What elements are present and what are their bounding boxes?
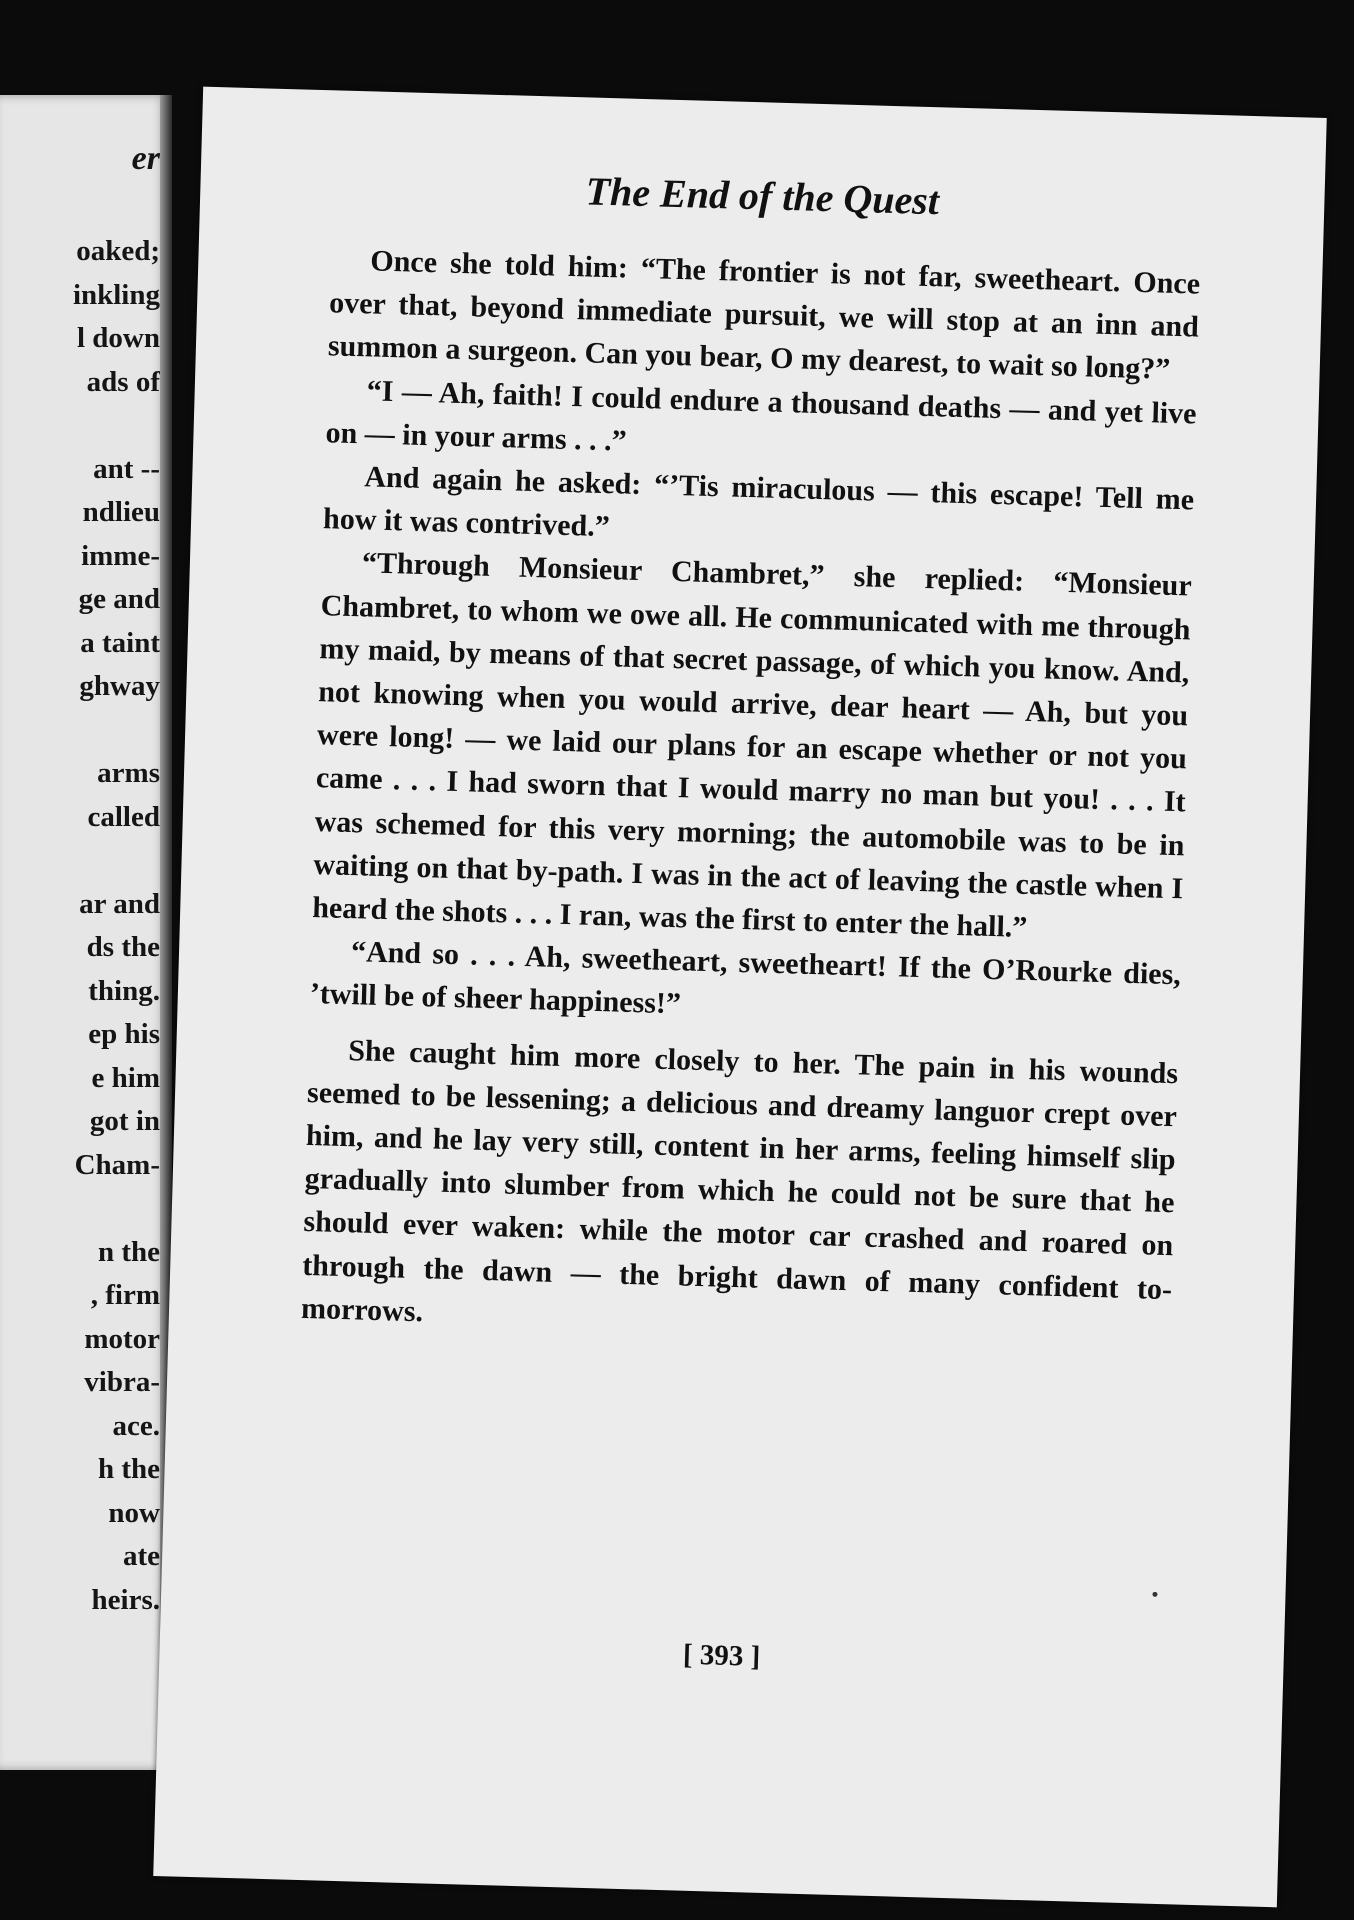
left-page-line: n the bbox=[97, 1235, 160, 1268]
left-page-line: ep his bbox=[88, 1018, 160, 1050]
left-page-line: ace. bbox=[112, 1409, 160, 1442]
running-head: The End of the Quest bbox=[585, 168, 940, 224]
left-page-line: thing. bbox=[88, 974, 160, 1007]
left-page-line: ate bbox=[122, 1540, 160, 1572]
left-page-line: h the bbox=[97, 1453, 160, 1485]
left-page-line: ndlieu bbox=[82, 496, 160, 528]
body-text bbox=[301, 238, 1201, 1354]
paragraph: Once she told him: “The frontier is not far, sweetheart. Once over that, beyond immediate pursuit, we will stop at an inn and summon a surgeon. Can you bear, O my dearest, to wait so long?” bbox=[327, 244, 1201, 387]
print-speck bbox=[1152, 1592, 1157, 1597]
left-page-line: ar and bbox=[79, 887, 160, 920]
page-number: [ 393 ] bbox=[682, 1638, 761, 1673]
left-page-line: ds the bbox=[86, 931, 160, 963]
left-page-line: inkling bbox=[72, 278, 160, 311]
left-page-line: now bbox=[108, 1496, 160, 1529]
left-page-line: ge and bbox=[78, 583, 160, 615]
left-page-line: a taint bbox=[80, 626, 160, 659]
left-page-line: ads of bbox=[86, 365, 160, 398]
left-page-line: Cham- bbox=[74, 1148, 160, 1181]
paragraph: “I — Ah, faith! I could endure a thousand deaths — and yet live on — in your arms . . .” bbox=[325, 373, 1197, 458]
right-page bbox=[153, 87, 1327, 1908]
left-page-line: vibra- bbox=[84, 1366, 160, 1398]
left-page-header-fragment: er bbox=[131, 140, 160, 177]
paragraph: “And so . . . Ah, sweetheart, sweetheart! If the O’Rourke dies, ’twill be of sheer happiness!” bbox=[309, 935, 1182, 1021]
left-page-line: ant -- bbox=[93, 452, 160, 485]
left-facing-page bbox=[0, 95, 168, 1770]
left-page-line: , firm bbox=[90, 1279, 160, 1311]
left-page-line: ghway bbox=[79, 670, 160, 702]
paragraph: She caught him more closely to her. The pain in his wounds seemed to be lessening; a delicious and dreamy languor crept over him, and he lay very still, content in her arms, feeling himself slip gradually into slumber from which he could not be sure that he should ever waken: while the motor car crashed and roared on through the dawn — the bright dawn of many confident to-morrows. bbox=[300, 1033, 1179, 1329]
left-page-line: called bbox=[87, 800, 160, 833]
left-page-line: oaked; bbox=[76, 235, 160, 267]
left-page-line: got in bbox=[89, 1105, 160, 1137]
paragraph: And again he asked: “’Tis miraculous — this escape! Tell me how it was contrived.” bbox=[322, 460, 1195, 544]
paragraph: “Through Monsieur Chambret,” she replied: “Monsieur Chambret, to whom we owe all. He communicated with me through my maid, by means of that secret passage, of which you know. And, not knowing when you would arrive, dear heart — Ah, but you were long! — we laid our plans for an escape whether or not you came . . . I had sworn that I would marry no man but you! . . . It was schemed for this very morning; the automobile was to be in waiting on that by-path. I was in the act of leaving the castle when I heard the shots . . . I ran, was the first to enter the hall.” bbox=[311, 546, 1193, 945]
left-page-line: e him bbox=[91, 1061, 160, 1094]
left-page-line: arms bbox=[97, 757, 160, 789]
left-page-line: heirs. bbox=[91, 1583, 160, 1616]
left-page-line: l down bbox=[76, 322, 160, 354]
left-page-line: imme- bbox=[81, 539, 160, 572]
left-page-line: motor bbox=[84, 1322, 160, 1355]
